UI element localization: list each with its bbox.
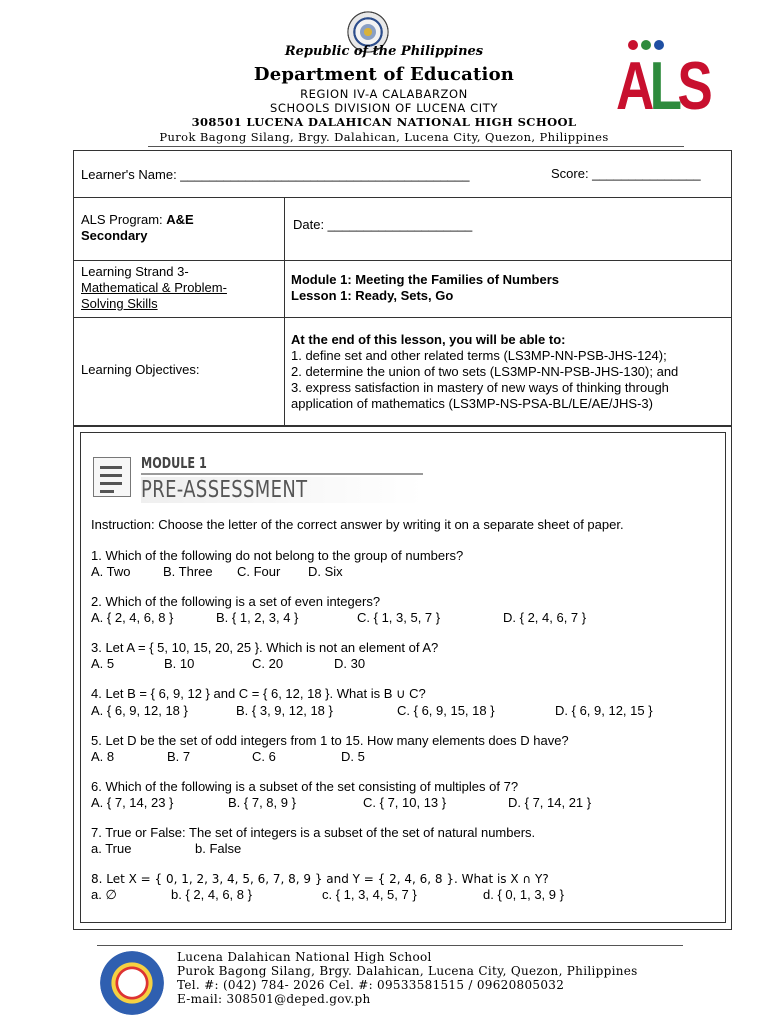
q6-option-a: A. { 7, 14, 23 }	[91, 795, 174, 810]
banner-module-label: MODULE 1	[141, 454, 207, 472]
q2-option-b: B. { 1, 2, 3, 4 }	[216, 610, 299, 625]
q3-option-b: B. 10	[164, 656, 195, 671]
banner-rule	[141, 473, 423, 475]
objectives-list	[291, 332, 678, 412]
learning-strand: Learning Strand 3- Mathematical & Problem- Solving Skills	[81, 264, 227, 311]
letterhead-divider	[148, 146, 684, 147]
q8-option-a: a. ∅	[91, 887, 117, 902]
q6-option-b: B. { 7, 8, 9 }	[228, 795, 296, 810]
objective-item: 3. express satisfaction in mastery of new ways of thinking through	[291, 380, 669, 395]
q1-option-a: A. Two	[91, 564, 131, 579]
region-line: REGION IV-A CALABARZON	[300, 87, 468, 101]
footer-address: Purok Bagong Silang, Brgy. Dalahican, Lucena City, Quezon, Philippines	[177, 964, 638, 978]
division-line: SCHOOLS DIVISION OF LUCENA CITY	[269, 101, 498, 115]
q7-option-a: a. True	[91, 841, 132, 856]
als-program-value-2: Secondary	[81, 228, 148, 243]
module-title: Module 1: Meeting the Families of Numbers	[291, 272, 559, 287]
objective-item: 1. define set and other related terms (LS3MP-NN-PSB-JHS-124);	[291, 348, 667, 363]
lesson-title: Lesson 1: Ready, Sets, Go	[291, 288, 454, 303]
module-lesson-title	[291, 272, 559, 304]
q2-option-a: A. { 2, 4, 6, 8 }	[91, 610, 174, 625]
als-program-value: A&E	[166, 212, 194, 227]
footer-divider	[97, 945, 683, 946]
als-logo	[616, 40, 709, 124]
question-6: 6. Which of the following is a subset of the set consisting of multiples of 7?	[91, 779, 519, 794]
q4-option-c: C. { 6, 9, 15, 18 }	[397, 703, 495, 718]
question-3: 3. Let A = { 5, 10, 15, 20, 25 }. Which is not an element of A?	[91, 640, 439, 655]
learner-name-field: Learner's Name: ________________________________________	[81, 167, 470, 182]
q5-option-b: B. 7	[167, 749, 191, 764]
question-8: 8. Let X = { 0, 1, 2, 3, 4, 5, 6, 7, 8, 9 } and Y = { 2, 4, 6, 8 }. What is X ∩ Y?	[91, 872, 549, 886]
q2-option-c: C. { 1, 3, 5, 7 }	[357, 610, 441, 625]
footer-email: E-mail: 308501@deped.gov.ph	[177, 992, 371, 1006]
q6-option-d: D. { 7, 14, 21 }	[508, 795, 592, 810]
objective-item: application of mathematics (LS3MP-NS-PSA-BL/LE/AE/JHS-3)	[291, 396, 653, 411]
als-logo-letters: ALS	[616, 48, 709, 124]
department-heading: Department of Education	[253, 64, 515, 85]
q7-option-b: b. False	[195, 841, 242, 856]
republic-heading: Republic of the Philippines	[284, 44, 484, 59]
footer-school-name: Lucena Dalahican National High School	[177, 950, 432, 964]
objective-item: 2. determine the union of two sets (LS3MP-NN-PSB-JHS-130); and	[291, 364, 679, 379]
q8-option-b: b. { 2, 4, 6, 8 }	[171, 887, 252, 902]
q1-option-c: C. Four	[237, 564, 281, 579]
q3-option-d: D. 30	[334, 656, 366, 671]
date-field: Date: ____________________	[293, 217, 473, 232]
banner-title: PRE-ASSESSMENT	[141, 477, 308, 503]
q1-option-d: D. Six	[308, 564, 343, 579]
q4-option-d: D. { 6, 9, 12, 15 }	[555, 703, 653, 718]
q3-option-a: A. 5	[91, 656, 115, 671]
footer-phone: Tel. #: (042) 784- 2026 Cel. #: 09533581515 / 09620805032	[177, 978, 565, 992]
q2-option-d: D. { 2, 4, 6, 7 }	[503, 610, 587, 625]
score-field: Score: _______________	[551, 166, 701, 181]
clipboard-icon	[93, 457, 131, 497]
instruction-text: Instruction: Choose the letter of the correct answer by writing it on a separate sheet of paper.	[91, 517, 624, 532]
school-address: Purok Bagong Silang, Brgy. Dalahican, Lucena City, Quezon, Philippines	[159, 130, 609, 144]
objectives-intro: At the end of this lesson, you will be able to:	[291, 332, 566, 347]
q5-option-a: A. 8	[91, 749, 115, 764]
q8-option-d: d. { 0, 1, 3, 9 }	[483, 887, 564, 902]
question-2: 2. Which of the following is a set of even integers?	[91, 594, 381, 609]
q3-option-c: C. 20	[252, 656, 284, 671]
question-1: 1. Which of the following do not belong to the group of numbers?	[91, 548, 464, 563]
q4-option-a: A. { 6, 9, 12, 18 }	[91, 703, 188, 718]
als-program-label: ALS Program: A&E Secondary	[81, 212, 194, 243]
learner-info-table	[73, 150, 732, 426]
pre-assessment-banner	[91, 453, 424, 503]
question-4: 4. Let B = { 6, 9, 12 } and C = { 6, 12, 18 }. What is B ∪ C?	[91, 686, 426, 701]
question-7: 7. True or False: The set of integers is a subset of the set of natural numbers.	[91, 825, 536, 840]
q8-option-c: c. { 1, 3, 4, 5, 7 }	[322, 887, 417, 902]
school-line: 308501 LUCENA DALAHICAN NATIONAL HIGH SCHOOL	[191, 115, 577, 129]
q5-option-c: C. 6	[252, 749, 276, 764]
assessment-box	[80, 432, 726, 923]
q5-option-d: D. 5	[341, 749, 365, 764]
q4-option-b: B. { 3, 9, 12, 18 }	[236, 703, 333, 718]
question-5: 5. Let D be the set of odd integers from 1 to 15. How many elements does D have?	[91, 733, 569, 748]
q1-option-b: B. Three	[163, 564, 213, 579]
objectives-label: Learning Objectives:	[81, 362, 200, 377]
q6-option-c: C. { 7, 10, 13 }	[363, 795, 447, 810]
school-seal-logo	[100, 951, 164, 1015]
